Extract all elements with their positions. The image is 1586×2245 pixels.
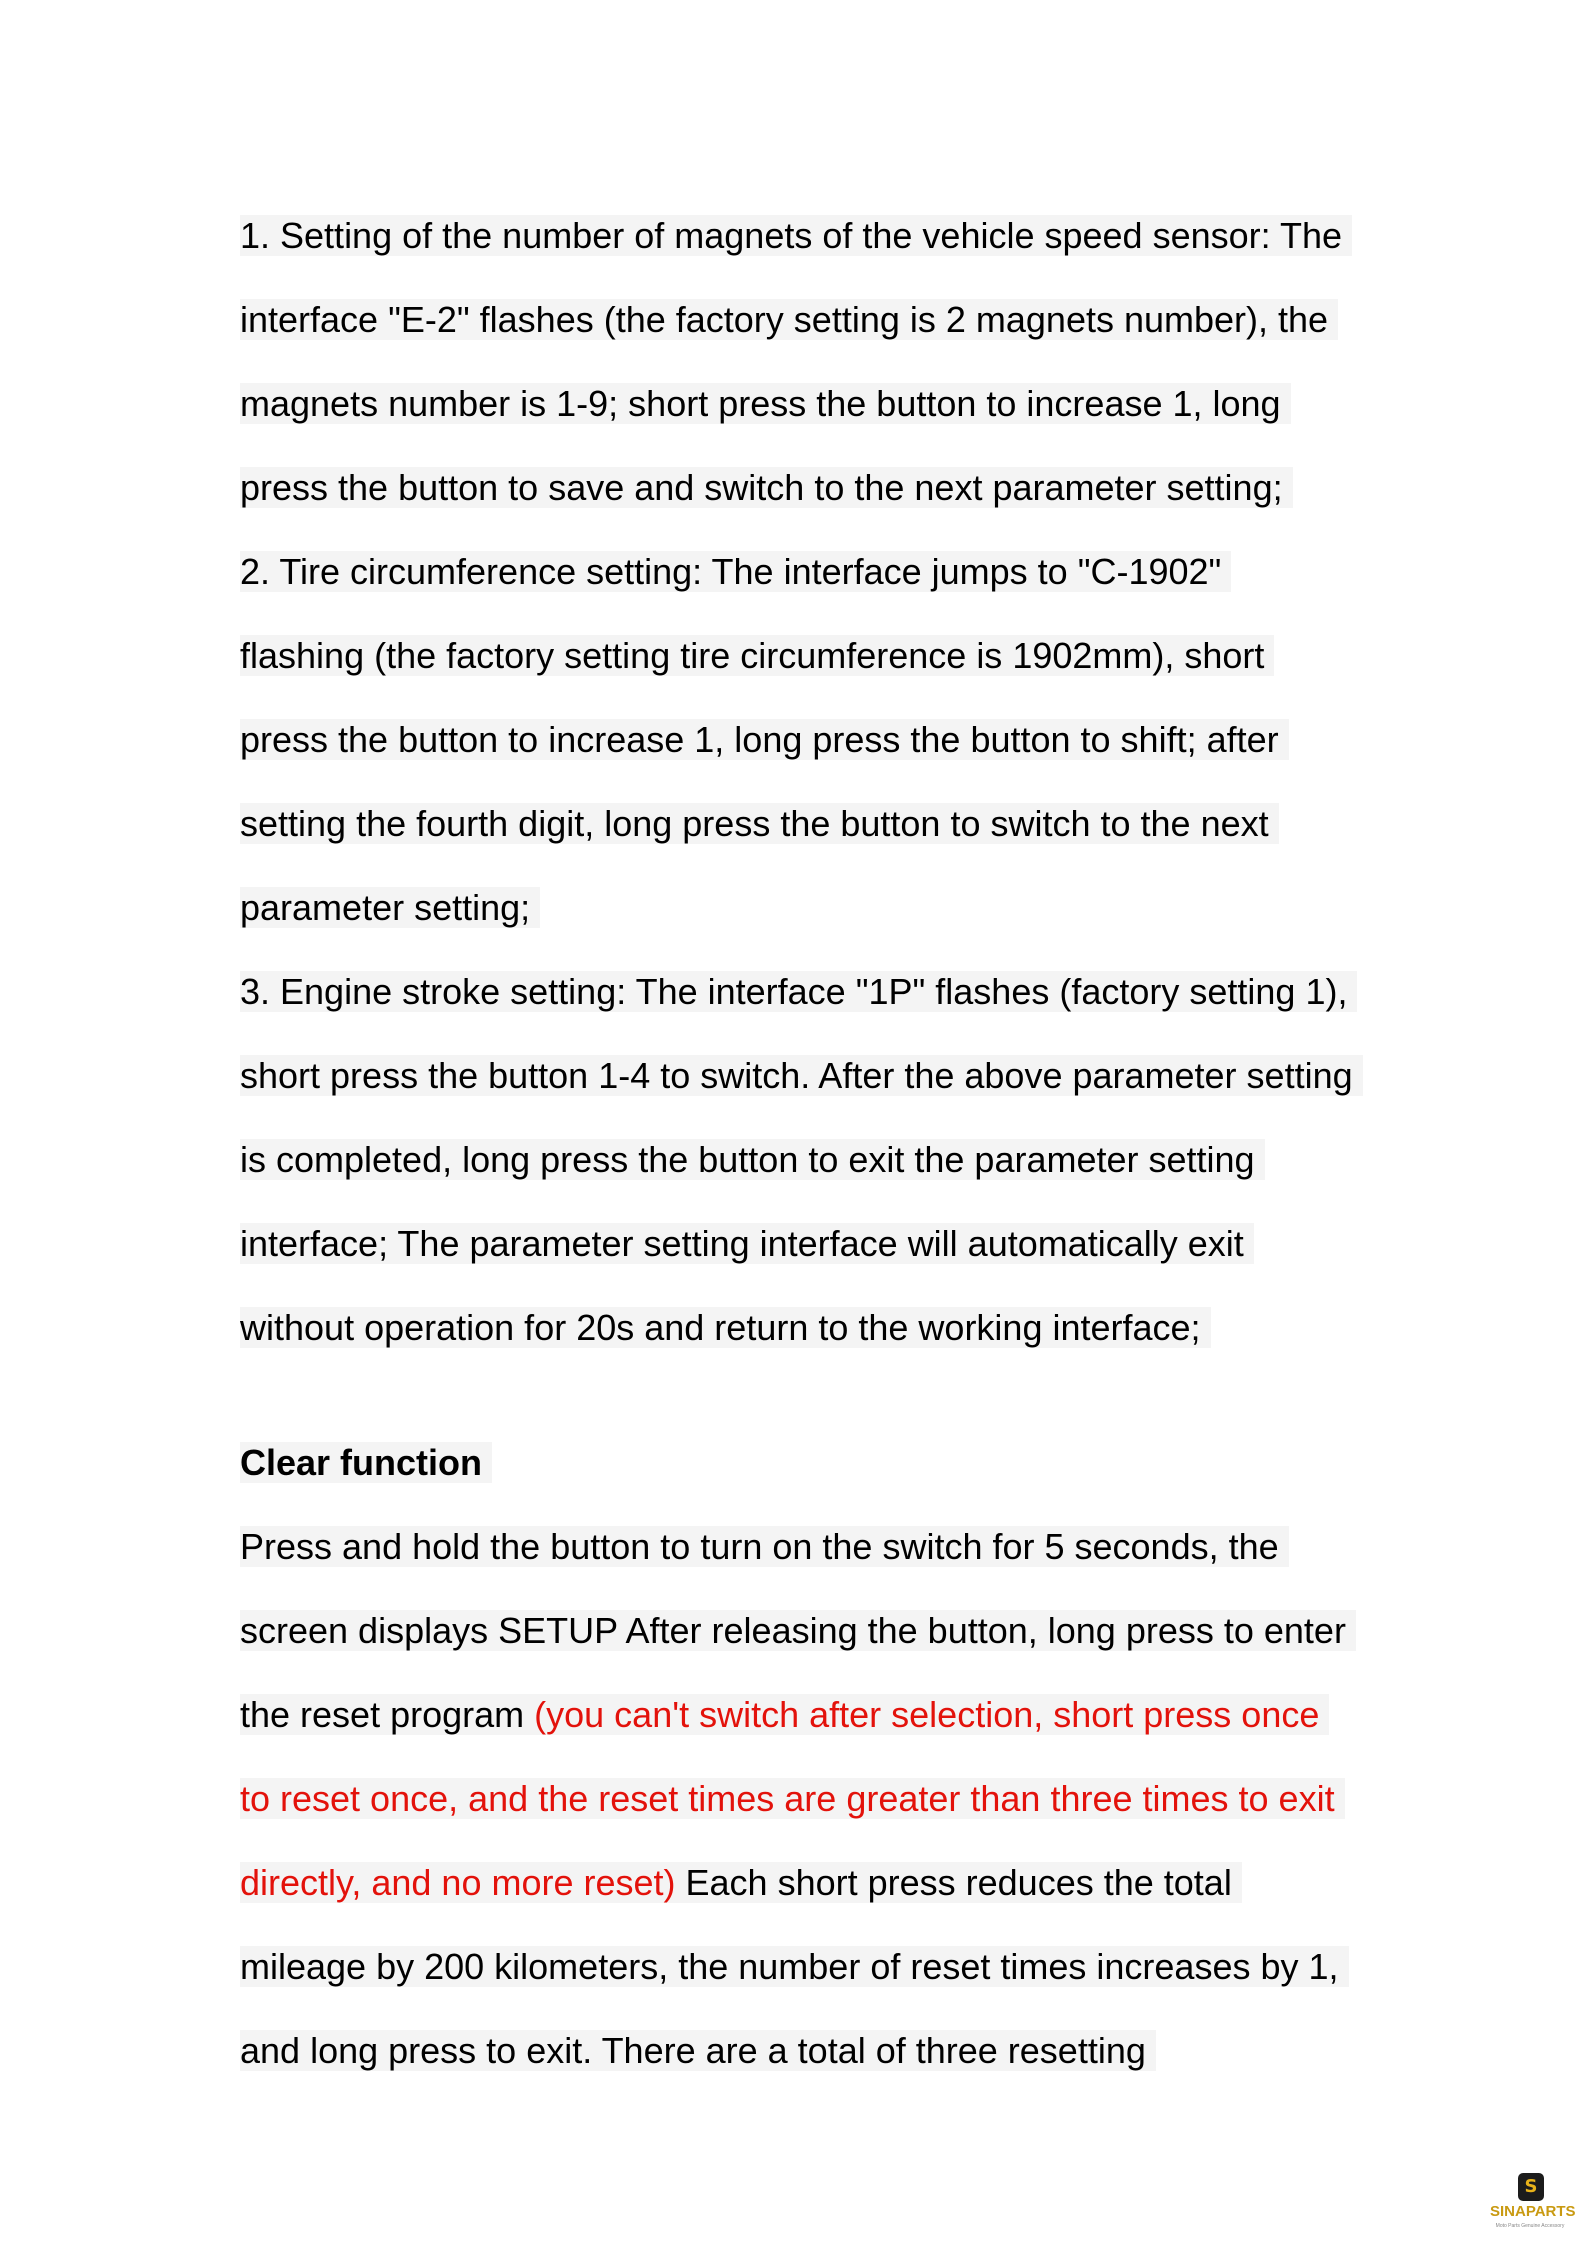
line-text: magnets number is 1-9; short press the button to increase 1, long: [240, 383, 1291, 424]
line-text: 1. Setting of the number of magnets of the vehicle speed sensor: The: [240, 215, 1352, 256]
line-text: the reset program: [240, 1694, 535, 1735]
line-text: short press the button 1-4 to switch. After the above parameter setting: [240, 1055, 1363, 1096]
paragraph-line: [240, 1046, 1363, 1106]
sinaparts-logo: [1490, 2173, 1576, 2235]
paragraph-line: [240, 1937, 1349, 1997]
paragraph-line: [240, 458, 1293, 518]
logo-name: SINAPARTS: [1490, 2203, 1576, 2220]
paragraph-line: [240, 290, 1338, 350]
paragraph-line: [240, 2021, 1156, 2081]
line-text: is completed, long press the button to exit the parameter setting: [240, 1139, 1265, 1180]
line-text: 3. Engine stroke setting: The interface "1P" flashes (factory setting 1),: [240, 971, 1357, 1012]
logo-badge-letter: S: [1524, 2176, 1538, 2197]
line-text: flashing (the factory setting tire circumference is 1902mm), short: [240, 635, 1274, 676]
paragraph-line: [240, 1601, 1356, 1661]
line-text: interface "E-2" flashes (the factory setting is 2 magnets number), the: [240, 299, 1338, 340]
line-text: Press and hold the button to turn on the switch for 5 seconds, the: [240, 1526, 1289, 1567]
clear-function-heading: Clear function: [240, 1442, 492, 1483]
paragraph-line: [240, 962, 1357, 1022]
paragraph-line: [240, 626, 1274, 686]
paragraph-line: [240, 206, 1352, 266]
line-text: 2. Tire circumference setting: The interface jumps to "C-1902": [240, 551, 1231, 592]
line-text: without operation for 20s and return to the working interface;: [240, 1307, 1211, 1348]
paragraph-line: [240, 878, 540, 938]
line-text: setting the fourth digit, long press the button to switch to the next: [240, 803, 1279, 844]
paragraph-line: [240, 710, 1289, 770]
red-warning-text: to reset once, and the reset times are greater than three times to exit: [240, 1778, 1345, 1819]
paragraph-line: [240, 1769, 1345, 1829]
line-text: interface; The parameter setting interface will automatically exit: [240, 1223, 1254, 1264]
red-warning-text: directly, and no more reset): [240, 1862, 676, 1903]
logo-tagline: Moto Parts Genuine Accessory: [1495, 2223, 1565, 2229]
line-text: mileage by 200 kilometers, the number of reset times increases by 1,: [240, 1946, 1349, 1987]
paragraph-line: [240, 1517, 1289, 1577]
line-text: and long press to exit. There are a total of three resetting: [240, 2030, 1156, 2071]
line-text: press the button to increase 1, long press the button to shift; after: [240, 719, 1289, 760]
paragraph-line: [240, 374, 1291, 434]
paragraph-line: [240, 1298, 1211, 1358]
paragraph-line: [240, 1130, 1265, 1190]
paragraph-line: [240, 1214, 1254, 1274]
paragraph-line: [240, 542, 1231, 602]
paragraph-line: [240, 794, 1279, 854]
line-text: parameter setting;: [240, 887, 540, 928]
paragraph-line: [240, 1685, 1329, 1745]
line-text: screen displays SETUP After releasing the button, long press to enter: [240, 1610, 1356, 1651]
line-text: press the button to save and switch to the next parameter setting;: [240, 467, 1293, 508]
red-warning-text: (you can't switch after selection, short press once: [534, 1694, 1329, 1735]
line-text: Each short press reduces the total: [676, 1862, 1242, 1903]
section-heading: [240, 1433, 492, 1493]
paragraph-line: [240, 1853, 1242, 1913]
logo-badge-icon: [1518, 2173, 1544, 2201]
